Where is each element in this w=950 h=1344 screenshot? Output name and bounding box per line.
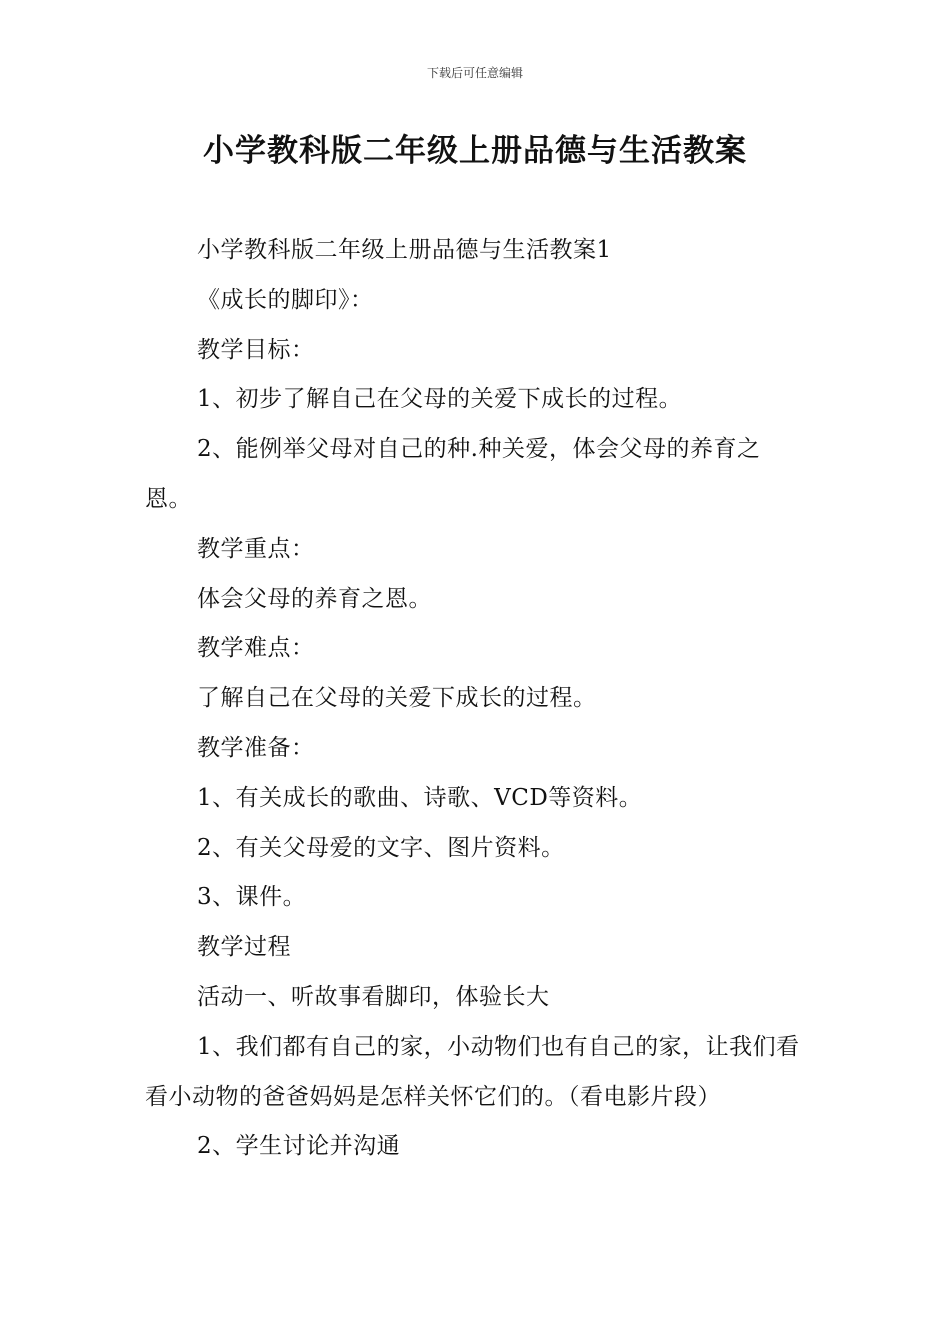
paragraph-process-label: 教学过程	[197, 934, 291, 961]
paragraph-objectives-label: 教学目标：	[197, 336, 315, 363]
header-note: 下载后可任意编辑	[426, 66, 523, 80]
paragraph-key-points-label: 教学重点：	[197, 535, 315, 562]
paragraph-activity-step-1: 1、我们都有自己的家，小动物们也有自己的家，让我们看看小动物的爸爸妈妈是怎样关怀它们的。（看电影片段）	[145, 1033, 800, 1110]
paragraph-activity-1: 活动一、听故事看脚印，体验长大	[197, 983, 550, 1010]
paragraph-lesson-title: 《成长的脚印》：	[197, 286, 374, 313]
paragraph-section-heading: 小学教科版二年级上册品德与生活教案1	[197, 237, 612, 263]
paragraph-preparation-1: 1、有关成长的歌曲、诗歌、VCD等资料。	[197, 784, 643, 811]
paragraph-activity-step-2: 2、学生讨论并沟通	[197, 1133, 401, 1160]
paragraph-key-points: 体会父母的养育之恩。	[197, 585, 432, 612]
paragraph-objective-2: 2、能例举父母对自己的种.种关爱，体会父母的养育之恩。	[145, 436, 761, 512]
document-title: 小学教科版二年级上册品德与生活教案	[203, 133, 747, 169]
paragraph-difficulties-label: 教学难点：	[197, 635, 315, 662]
paragraph-preparation-2: 2、有关父母爱的文字、图片资料。	[197, 834, 565, 861]
paragraph-preparation-3: 3、课件。	[197, 884, 307, 911]
paragraph-difficulties: 了解自己在父母的关爱下成长的过程。	[197, 685, 597, 712]
paragraph-preparation-label: 教学准备：	[197, 734, 315, 761]
document-body	[145, 226, 807, 1172]
paragraph-objective-1: 1、初步了解自己在父母的关爱下成长的过程。	[197, 386, 683, 413]
